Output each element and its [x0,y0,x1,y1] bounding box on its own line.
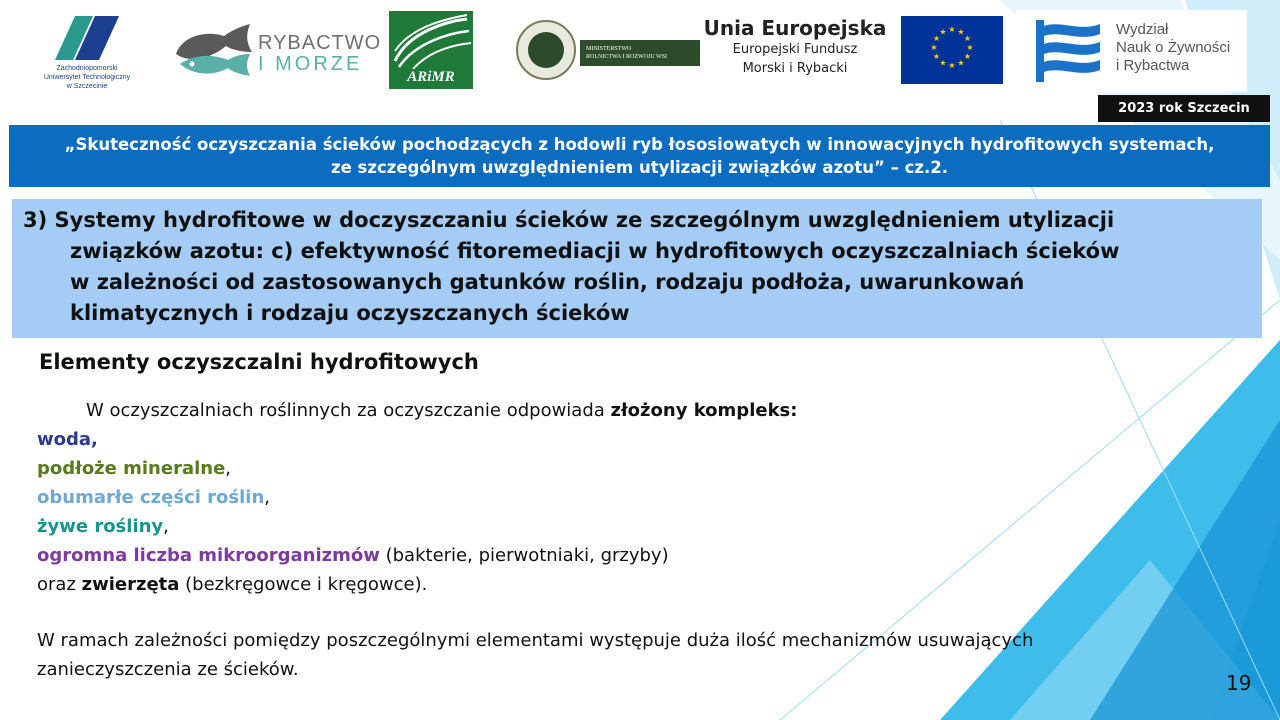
svg-text:★: ★ [939,58,947,68]
list-item-zwierzeta: oraz zwierzęta (bezkręgowce i kręgowce). [37,574,428,595]
title-line-1: „Skuteczność oczyszczania ścieków pochodzących z hodowli ryb łososiowatych w innowacyjnych hydrofitowych systemach, [64,135,1215,154]
eu-stars-icon [901,16,1003,84]
closing-paragraph [37,626,1033,684]
intro-bold: złożony kompleks: [610,400,798,421]
list-item-zywe: żywe rośliny, [37,516,169,537]
zut-caption: Zachodniopomorski Uniwersytet Technologiczny w Szczecinie [43,65,131,90]
zut-logo [17,10,157,104]
wydzial-text: Wydział Nauk o Żywności i Rybactwa [1116,21,1231,74]
svg-text:★: ★ [932,34,941,43]
subheading: Elementy oczyszczalni hydrofitowych [39,350,479,374]
svg-text:★: ★ [939,27,947,37]
intro-line: W oczyszczalniach roślinnych za oczyszczanie odpowiada złożony kompleks: [86,400,798,421]
eu-flag-icon [901,16,1003,84]
svg-text:★: ★ [966,43,974,52]
svg-text:★: ★ [963,34,972,43]
zut-mark-icon [55,16,119,60]
fish-icon [172,24,254,76]
svg-text:★: ★ [957,27,965,37]
body-text [37,396,797,599]
title-line-2: ze szczególnym uwzględnieniem utylizacji związków azotu” – cz.2. [330,158,949,177]
arimr-fields-icon [389,11,473,69]
arimr-logo [389,11,473,89]
eu-title: Unia Europejska [703,16,887,40]
rybactwo-text-line2: I MORZE [258,53,363,75]
eu-fund-line2: Morski i Rybacki [742,61,848,76]
list-item-woda: woda, [37,429,98,450]
rybactwo-text-line1: RYBACTWO [258,32,382,54]
svg-text:★: ★ [930,43,938,52]
list-item-podloze: podłoże mineralne, [37,458,232,479]
section-heading [12,199,1262,338]
wydzial-logo [1016,10,1247,92]
eu-fund-text [700,10,890,94]
list-item-mikroorganizmy: ogromna liczba mikroorganizmów (bakterie, pierwotniaki, grzyby) [37,545,669,566]
wydzial-emblem-icon [1036,20,1100,82]
closing-line-1: W ramach zależności pomiędzy poszczególnymi elementami występuje duża ilość mechanizmów usuwających [37,630,1034,651]
section-heading-line-1: 3) Systemy hydrofitowe w doczyszczaniu ścieków ze szczególnym uwzględnieniem utylizacji [23,208,1115,232]
presentation-title [9,125,1270,187]
logo-bar [0,0,1280,110]
svg-text:★: ★ [963,52,972,61]
rybactwo-logo [170,14,380,88]
svg-text:★: ★ [948,25,956,34]
section-heading-line-2: związków azotu: c) efektywność fitoremediacji w hydrofitowych oczyszczalniach ścieków [70,239,1120,263]
section-heading-line-4: klimatycznych i rodzaju oczyszczanych ścieków [70,301,630,325]
ministry-name: MINISTERSTWO ROLNICTWA I ROZWOJU WSI [580,40,700,66]
svg-text:★: ★ [957,58,965,68]
year-badge: 2023 rok Szczecin [1098,95,1270,122]
arimr-label: ARiMR [407,69,455,85]
page-number: 19 [1226,671,1252,695]
ministry-seal-icon [516,20,576,80]
list-item-obumarle: obumarłe części roślin, [37,487,271,508]
ministry-logo [512,10,694,92]
svg-text:★: ★ [932,52,941,61]
eu-fund-line1: Europejski Fundusz [732,42,858,57]
section-heading-line-3: w zależności od zastosowanych gatunków roślin, rodzaju podłoża, uwarunkowań [70,270,1025,294]
closing-line-2: zanieczyszczenia ze ścieków. [37,659,299,680]
svg-text:★: ★ [948,61,956,70]
